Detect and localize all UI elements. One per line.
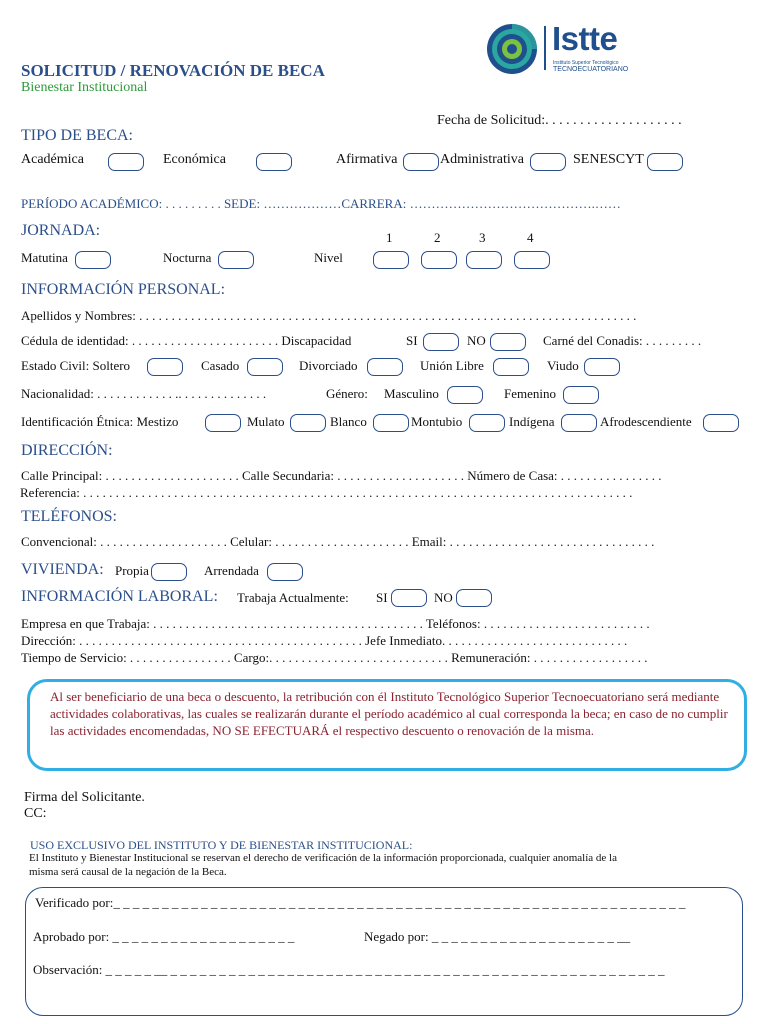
discapacidad-si-checkbox[interactable] (423, 333, 459, 351)
viudo-checkbox[interactable] (584, 358, 620, 376)
arrendada-checkbox[interactable] (267, 563, 303, 581)
masculino-checkbox[interactable] (447, 386, 483, 404)
blanco-checkbox[interactable] (373, 414, 409, 432)
logo-swirl-icon (486, 23, 538, 75)
administrativa-checkbox[interactable] (530, 153, 566, 171)
indigena-label: Indígena (509, 414, 555, 429)
soltero-checkbox[interactable] (147, 358, 183, 376)
form-subtitle: Bienestar Institucional (21, 80, 148, 95)
trabaja-si-checkbox[interactable] (391, 589, 427, 607)
indigena-checkbox[interactable] (561, 414, 597, 432)
conadis-field[interactable]: Carné del Conadis: . . . . . . . . . (543, 333, 702, 348)
trabaja-no-checkbox[interactable] (456, 589, 492, 607)
genero-label: Género: (326, 386, 368, 401)
discapacidad-no-label: NO (467, 333, 486, 348)
uso-text-line1: El Instituto y Bienestar Institucional se reservan el derecho de verificación de la información proporcionada, cualquier anomalía de la (29, 852, 617, 864)
option-academica-label: Académica (21, 152, 84, 167)
mulato-checkbox[interactable] (290, 414, 326, 432)
mulato-label: Mulato (247, 414, 285, 429)
vivienda-heading: VIVIENDA: (21, 561, 104, 578)
calle-fields[interactable]: Calle Principal: . . . . . . . . . . . . . . . . . . . . . Calle Secundaria: . . . . . . . . . . . . . . . . . . . . Número de Casa: . . . . . . . . . . . . . . . . (21, 468, 662, 483)
level-3-label: 3 (479, 230, 486, 245)
uso-text-line2: misma será causal de la negación de la Beca. (29, 866, 227, 878)
fecha-solicitud: Fecha de Solicitud:. . . . . . . . . . . . . . . . . . . . (437, 113, 682, 128)
arrendada-label: Arrendada (204, 563, 259, 578)
propia-label: Propia (115, 563, 149, 578)
aprobado-por-field[interactable]: Aprobado por: _ _ _ _ _ _ _ _ _ _ _ _ _ _ _ _ _ _ _ (33, 929, 295, 944)
option-senescyt-label: SENESCYT (573, 152, 644, 167)
nivel-label: Nivel (314, 250, 343, 265)
notice-box (27, 679, 747, 771)
firma-label: Firma del Solicitante. (24, 790, 145, 805)
cedula-field[interactable]: Cédula de identidad: . . . . . . . . . . . . . . . . . . . . . . . Discapacidad (21, 333, 352, 348)
istte-logo (486, 22, 646, 78)
montubio-label: Montubio (411, 414, 463, 429)
negado-por-field[interactable]: Negado por: _ _ _ _ _ _ _ _ _ _ _ _ _ _ _ _ _ _ _ __ (364, 929, 631, 944)
telefonos-fields[interactable]: Convencional: . . . . . . . . . . . . . . . . . . . . Celular: . . . . . . . . . . . . . . . . . . . . . Email: . . . . . . . . . . . . . . . . . . . . . . . . . . . . . . . . (21, 534, 655, 549)
form-title: SOLICITUD / RENOVACIÓN DE BECA (21, 61, 325, 80)
telefonos-heading: TELÉFONOS: (21, 508, 117, 525)
option-economica-label: Económica (163, 152, 226, 167)
matutina-label: Matutina (21, 250, 68, 265)
senescyt-checkbox[interactable] (647, 153, 683, 171)
apellidos-field[interactable]: Apellidos y Nombres: . . . . . . . . . . . . . . . . . . . . . . . . . . . . . . . . . . . . . . . . . . . . . . . . . . . . . . . . . . . . . . . . . . . . . . . . . . . . . (21, 308, 637, 323)
tiempo-servicio-field[interactable]: Tiempo de Servicio: . . . . . . . . . . . . . . . . Cargo:. . . . . . . . . . . . . . . . . . . . . . . . . . . . Remuneración: . . . . . . . . . . . . . . . . . . (21, 650, 648, 665)
viudo-label: Viudo (547, 358, 579, 373)
option-administrativa-label: Administrativa (440, 152, 524, 167)
observacion-field[interactable]: Observación: _ _ _ _ _ __ _ _ _ _ _ _ _ _ _ _ _ _ _ _ _ _ _ _ _ _ _ _ _ _ _ _ _ _ _ _ _ _ _ _ _ _ _ _ _ _ _ _ _ _ _ _ _ _ _ _ _ (33, 962, 665, 977)
jornada-heading: JORNADA: (21, 222, 101, 239)
trabaja-label: Trabaja Actualmente: (237, 590, 349, 605)
discapacidad-si-label: SI (406, 333, 418, 348)
blanco-label: Blanco (330, 414, 367, 429)
trabaja-si-label: SI (376, 590, 388, 605)
nocturna-checkbox[interactable] (218, 251, 254, 269)
femenino-checkbox[interactable] (563, 386, 599, 404)
level-1-checkbox[interactable] (373, 251, 409, 269)
level-4-label: 4 (527, 230, 534, 245)
etnica-mestizo-label: Identificación Étnica: Mestizo (21, 414, 179, 429)
logo-line1: Instituto Superior Tecnológico (553, 60, 619, 66)
level-1-label: 1 (386, 230, 393, 245)
afrodescendiente-label: Afrodescendiente (600, 414, 692, 429)
matutina-checkbox[interactable] (75, 251, 111, 269)
level-2-checkbox[interactable] (421, 251, 457, 269)
personal-heading: INFORMACIÓN PERSONAL: (21, 281, 226, 298)
divorciado-checkbox[interactable] (367, 358, 403, 376)
union-libre-checkbox[interactable] (493, 358, 529, 376)
montubio-checkbox[interactable] (469, 414, 505, 432)
cc-label: CC: (24, 806, 47, 821)
union-libre-label: Unión Libre (420, 358, 484, 373)
divorciado-label: Divorciado (299, 358, 358, 373)
level-2-label: 2 (434, 230, 441, 245)
afirmativa-checkbox[interactable] (403, 153, 439, 171)
economica-checkbox[interactable] (256, 153, 292, 171)
option-afirmativa-label: Afirmativa (336, 152, 398, 167)
tipo-beca-heading: TIPO DE BECA: (21, 127, 133, 144)
direccion-laboral-field[interactable]: Dirección: . . . . . . . . . . . . . . . . . . . . . . . . . . . . . . . . . . . . . . . . . . . . Jefe Inmediato. . . . . . . . . . . . . . . . . . . . . . . . . . . . . (21, 633, 628, 648)
mestizo-checkbox[interactable] (205, 414, 241, 432)
afrodescendiente-checkbox[interactable] (703, 414, 739, 432)
casado-label: Casado (201, 358, 240, 373)
laboral-heading: INFORMACIÓN LABORAL: (21, 588, 218, 605)
logo-divider (544, 26, 546, 70)
level-4-checkbox[interactable] (514, 251, 550, 269)
nocturna-label: Nocturna (163, 250, 212, 265)
trabaja-no-label: NO (434, 590, 453, 605)
femenino-label: Femenino (504, 386, 556, 401)
uso-exclusivo-heading: USO EXCLUSIVO DEL INSTITUTO Y DE BIENESTAR INSTITUCIONAL: (30, 838, 413, 852)
casado-checkbox[interactable] (247, 358, 283, 376)
verificado-por-field[interactable]: Verificado por:_ _ _ _ _ _ _ _ _ _ _ _ _ _ _ _ _ _ _ _ _ _ _ _ _ _ _ _ _ _ _ _ _ _ _ _ _ _ _ _ _ _ _ _ _ _ _ _ _ _ _ _ _ _ _ _ _ _ _ (35, 895, 686, 910)
discapacidad-no-checkbox[interactable] (490, 333, 526, 351)
academica-checkbox[interactable] (108, 153, 144, 171)
notice-text: Al ser beneficiario de una beca o descuento, la retribución con él Instituto Tecnológico Superior Tecnoecuatoriano será mediante actividades colaborativas, las cuales se realizarán durante el período académico al cual corresponda la beca; en caso de no cumplir las actividades encomendadas, NO SE EFECTUARÁ el respectivo descuento o renovación de la misma. (50, 689, 728, 738)
logo-name: Istte (552, 20, 618, 57)
masculino-label: Masculino (384, 386, 439, 401)
empresa-field[interactable]: Empresa en que Trabaja: . . . . . . . . . . . . . . . . . . . . . . . . . . . . . . . . . . . . . . . . . . Teléfonos: . . . . . . . . . . . . . . . . . . . . . . . . . . (21, 616, 650, 631)
propia-checkbox[interactable] (151, 563, 187, 581)
referencia-field[interactable]: Referencia: . . . . . . . . . . . . . . . . . . . . . . . . . . . . . . . . . . . . . . . . . . . . . . . . . . . . . . . . . . . . . . . . . . . . . . . . . . . . . . . . . . . . . (20, 485, 633, 500)
logo-line2: TECNOECUATORIANO (553, 66, 629, 73)
direccion-heading: DIRECCIÓN: (21, 442, 113, 459)
periodo-sede-carrera-line: PERÍODO ACADÉMICO: . . . . . . . . . SEDE: ………………CARRERA: …………………………………….…… (21, 196, 621, 211)
estado-civil-soltero-label: Estado Civil: Soltero (21, 358, 131, 373)
nacionalidad-field[interactable]: Nacionalidad: . . . . . . . . . . . . .. . . . . . . . . . . . . . (21, 386, 267, 401)
level-3-checkbox[interactable] (466, 251, 502, 269)
